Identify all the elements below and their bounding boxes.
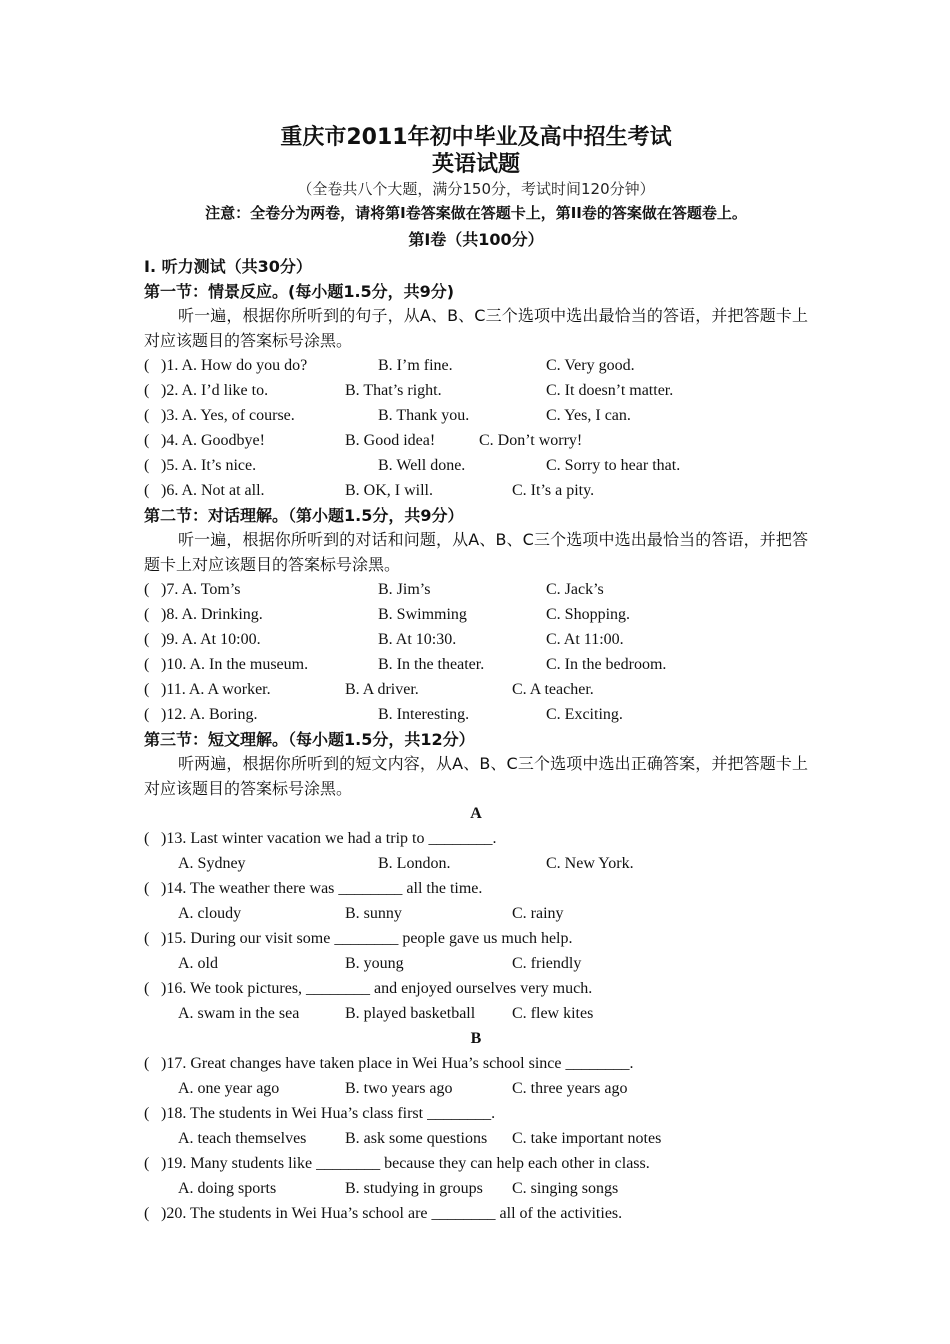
answer-paren: ( [144, 631, 150, 648]
option-c: C. Yes, I can. [546, 407, 631, 424]
question-7 [144, 577, 808, 602]
question-stem: )12. A. Boring. [161, 706, 258, 723]
question-stem: )20. The students in Wei Hua’s school are ________ all of the activities. [161, 1205, 623, 1222]
question-19 [144, 1151, 808, 1176]
question-13 [144, 826, 808, 851]
answer-paren: ( [144, 382, 150, 399]
question-stem: )15. During our visit some ________ people gave us much help. [161, 930, 573, 947]
question-6 [144, 478, 808, 503]
answer-paren: ( [144, 606, 150, 623]
answer-paren: ( [144, 1155, 150, 1172]
option-b: B. sunny [345, 905, 402, 922]
question-16 [144, 976, 808, 1001]
question-stem: )11. A. A worker. [161, 681, 271, 698]
option-b: B. OK, I will. [345, 482, 433, 499]
question-4 [144, 428, 808, 453]
answer-paren: ( [144, 830, 150, 847]
question-stem: )2. A. I’d like to. [161, 382, 269, 399]
question-11 [144, 677, 808, 702]
option-b: B. played basketball [345, 1005, 476, 1022]
question-2 [144, 378, 808, 403]
option-c: C. It doesn’t matter. [546, 382, 674, 399]
option-a: A. one year ago [178, 1080, 280, 1097]
exam-subtitle: （全卷共八个大题，满分150分，考试时间120分钟） [297, 180, 655, 198]
option-b: B. two years ago [345, 1080, 453, 1097]
option-c: C. three years ago [512, 1080, 628, 1097]
option-c: C. Jack’s [546, 581, 604, 598]
answer-paren: ( [144, 581, 150, 598]
question-17 [144, 1051, 808, 1076]
option-c: C. singing songs [512, 1180, 619, 1197]
question-18-options [144, 1126, 808, 1151]
option-c: C. friendly [512, 955, 582, 972]
option-a: A. cloudy [178, 905, 242, 922]
option-c: C. Very good. [546, 357, 635, 374]
section1-instruction: 听一遍，根据你所听到的句子，从A、B、C三个选项中选出最恰当的答语，并把答题卡上对应该题目的答案标号涂黑。 [144, 306, 808, 350]
question-stem: )10. A. In the museum. [161, 656, 309, 673]
exam-page [144, 118, 808, 1226]
option-c: C. Shopping. [546, 606, 631, 623]
option-b: B. Interesting. [378, 706, 470, 723]
answer-paren: ( [144, 706, 150, 723]
answer-paren: ( [144, 681, 150, 698]
question-1 [144, 353, 808, 378]
section1-heading: 第一节：情景反应。(每小题1.5分，共9分) [144, 282, 455, 301]
option-c: C. flew kites [512, 1005, 594, 1022]
option-b: B. At 10:30. [378, 631, 457, 648]
question-stem: )6. A. Not at all. [161, 482, 265, 499]
question-19-options [144, 1176, 808, 1201]
answer-paren: ( [144, 457, 150, 474]
option-b: B. In the theater. [378, 656, 485, 673]
question-stem: )16. We took pictures, ________ and enjoyed ourselves very much. [161, 980, 593, 997]
option-b: B. Jim’s [378, 581, 431, 598]
question-stem: )14. The weather there was ________ all the time. [161, 880, 483, 897]
option-a: A. Sydney [178, 855, 246, 872]
option-b: B. studying in groups [345, 1180, 483, 1197]
option-c: C. A teacher. [512, 681, 594, 698]
option-a: A. swam in the sea [178, 1005, 300, 1022]
option-a: A. teach themselves [178, 1130, 307, 1147]
exam-title: 重庆市2011年初中毕业及高中招生考试 [280, 125, 672, 150]
answer-paren: ( [144, 1205, 150, 1222]
option-a: A. doing sports [178, 1180, 277, 1197]
option-c: C. Don’t worry! [479, 432, 583, 449]
question-stem: )4. A. Goodbye! [161, 432, 265, 449]
question-stem: )3. A. Yes, of course. [161, 407, 295, 424]
section2-instruction: 听一遍，根据你所听到的对话和问题，从A、B、C三个选项中选出最恰当的答语，并把答题卡上对应该题目的答案标号涂黑。 [144, 530, 808, 574]
exam-note: 注意：全卷分为两卷，请将第I卷答案做在答题卡上，第II卷的答案做在答题卷上。 [205, 204, 747, 222]
option-c: C. Sorry to hear that. [546, 457, 681, 474]
option-b: B. I’m fine. [378, 357, 453, 374]
answer-paren: ( [144, 1055, 150, 1072]
answer-paren: ( [144, 930, 150, 947]
question-stem: )9. A. At 10:00. [161, 631, 261, 648]
question-5 [144, 453, 808, 478]
volume-heading: 第I卷（共100分） [408, 230, 544, 249]
answer-paren: ( [144, 656, 150, 673]
question-9 [144, 627, 808, 652]
question-8 [144, 602, 808, 627]
option-c: C. take important notes [512, 1130, 662, 1147]
question-3 [144, 403, 808, 428]
question-13-options [144, 851, 808, 876]
question-stem: )7. A. Tom’s [161, 581, 241, 598]
option-b: B. Swimming [378, 606, 467, 623]
question-stem: )19. Many students like ________ because they can help each other in class. [161, 1155, 650, 1172]
section3-heading: 第三节：短文理解。（每小题1.5分，共12分） [144, 730, 475, 749]
passage-b-label: B [470, 1030, 482, 1047]
answer-paren: ( [144, 980, 150, 997]
question-stem: )17. Great changes have taken place in Wei Hua’s school since ________. [161, 1055, 634, 1072]
option-c: C. Exciting. [546, 706, 623, 723]
answer-paren: ( [144, 1105, 150, 1122]
question-18 [144, 1101, 808, 1126]
answer-paren: ( [144, 357, 150, 374]
section2-heading: 第二节：对话理解。（第小题1.5分，共9分） [144, 506, 464, 525]
question-16-options [144, 1001, 808, 1026]
option-b: B. Thank you. [378, 407, 470, 424]
question-15-options [144, 951, 808, 976]
answer-paren: ( [144, 482, 150, 499]
question-14 [144, 876, 808, 901]
section3-instruction: 听两遍，根据你所听到的短文内容，从A、B、C三个选项中选出正确答案，并把答题卡上对应该题目的答案标号涂黑。 [144, 754, 808, 798]
option-c: C. At 11:00. [546, 631, 624, 648]
option-b: B. young [345, 955, 404, 972]
option-b: B. A driver. [345, 681, 419, 698]
option-c: C. It’s a pity. [512, 482, 595, 499]
question-stem: )1. A. How do you do? [161, 357, 308, 374]
option-b: B. That’s right. [345, 382, 442, 399]
question-17-options [144, 1076, 808, 1101]
answer-paren: ( [144, 432, 150, 449]
question-10 [144, 652, 808, 677]
question-stem: )5. A. It’s nice. [161, 457, 257, 474]
passage-a-label: A [470, 805, 482, 822]
question-14-options [144, 901, 808, 926]
option-b: B. ask some questions [345, 1130, 488, 1147]
answer-paren: ( [144, 407, 150, 424]
answer-paren: ( [144, 880, 150, 897]
question-12 [144, 702, 808, 727]
exam-subject-title: 英语试题 [431, 152, 520, 177]
option-b: B. Good idea! [345, 432, 436, 449]
option-a: A. old [178, 955, 218, 972]
option-c: C. rainy [512, 905, 564, 922]
option-b: B. Well done. [378, 457, 466, 474]
option-c: C. In the bedroom. [546, 656, 667, 673]
option-b: B. London. [378, 855, 451, 872]
question-stem: )13. Last winter vacation we had a trip to ________. [161, 830, 497, 847]
question-15 [144, 926, 808, 951]
question-20 [144, 1201, 808, 1226]
question-stem: )8. A. Drinking. [161, 606, 263, 623]
part1-heading: I. 听力测试（共30分） [144, 257, 312, 276]
question-stem: )18. The students in Wei Hua’s class first ________. [161, 1105, 496, 1122]
option-c: C. New York. [546, 855, 634, 872]
